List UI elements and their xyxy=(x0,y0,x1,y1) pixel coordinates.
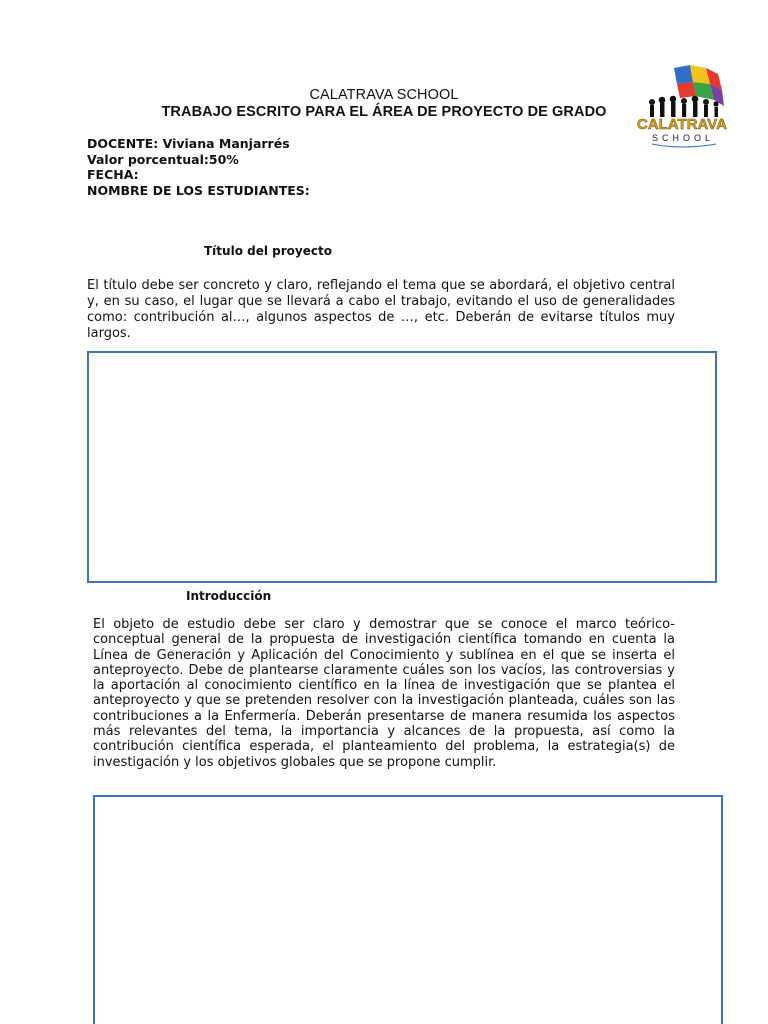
document-title: TRABAJO ESCRITO PARA EL ÁREA DE PROYECTO DE GRADO xyxy=(161,104,607,120)
docente-label: DOCENTE: xyxy=(87,136,159,151)
estudiantes-label: NOMBRE DE LOS ESTUDIANTES: xyxy=(87,183,310,198)
fecha-label: FECHA: xyxy=(87,167,139,182)
fecha-line xyxy=(87,167,139,183)
valor-label: Valor porcentual: xyxy=(87,152,209,167)
intro-instructions: El objeto de estudio debe ser claro y demostrar que se conoce el marco teórico-conceptual general de la propuesta de investigación científica tomando en cuenta la Línea de Generación y Aplicación del Conocimiento y sublínea en el que se inserta el anteproyecto. Debe de plantearse claramente cuáles son los vacíos, las controversias y la aportación al conocimiento científico en la línea de investigación que se plantea el anteproyecto y que se pretenden resolver con la investigación planteada, cuáles son las contribuciones a la Enfermería. Deberán presentarse de manera resumida los aspectos más relevantes del tema, la importancia y alcances de la propuesta, así como la contribución científica esperada, el planteamiento del problema, la estrategia(s) de investigación y los objetivos globales que se propone cumplir. xyxy=(93,617,675,770)
valor-value: 50% xyxy=(208,152,239,167)
estudiantes-line xyxy=(87,183,310,199)
school-name: CALATRAVA SCHOOL xyxy=(309,87,459,103)
docente-value: Viviana Manjarrés xyxy=(162,136,290,151)
intro-answer-box[interactable] xyxy=(93,795,723,1024)
valor-line xyxy=(87,152,239,168)
logo-wordmark: CALATRAVA xyxy=(637,116,727,133)
section-heading-intro: Introducción xyxy=(186,589,272,603)
section-heading-title: Título del proyecto xyxy=(204,244,332,258)
title-instructions: El título debe ser concreto y claro, reflejando el tema que se abordará, el objetivo central y, en su caso, el lugar que se llevará a cabo el trabajo, evitando el uso de generalidades como: contribución al…, algunos aspectos de …, etc. Deberán de evitarse títulos muy largos. xyxy=(87,278,675,341)
title-answer-box[interactable] xyxy=(87,351,717,583)
school-logo-icon xyxy=(630,62,730,150)
logo-silhouettes xyxy=(649,96,719,117)
logo-subtitle: SCHOOL xyxy=(651,133,715,143)
docente-line xyxy=(87,136,290,152)
